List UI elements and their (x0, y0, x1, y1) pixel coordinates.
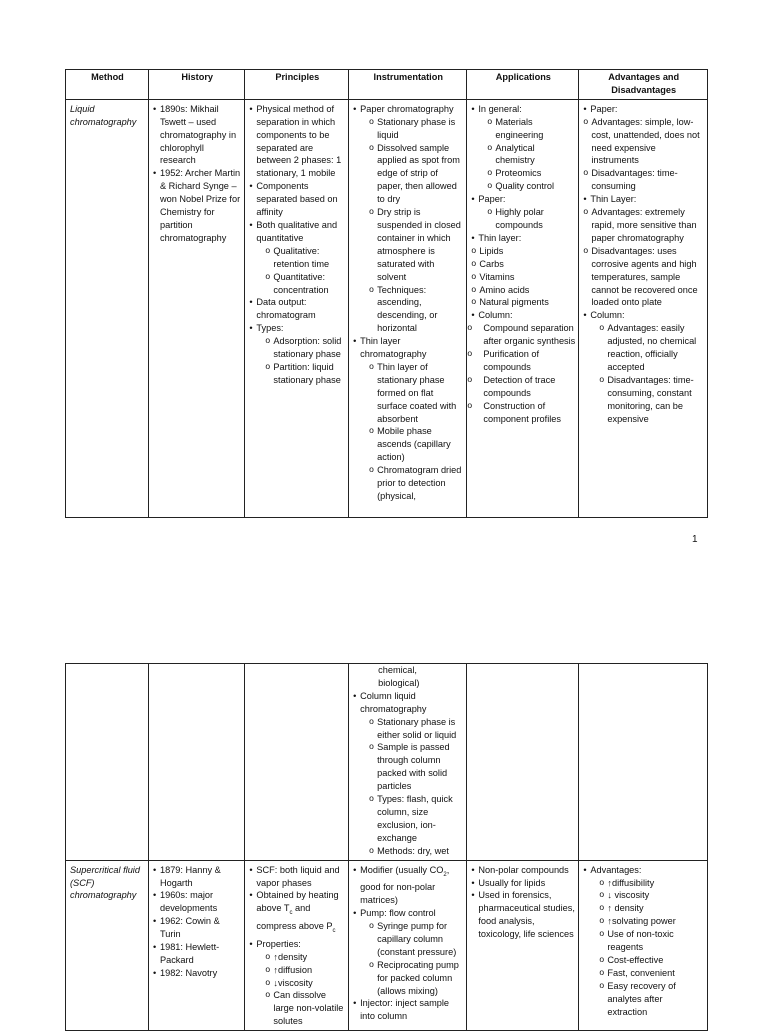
application-subitem: o Construction of component profiles (471, 400, 575, 426)
advantage-item (583, 309, 704, 425)
principle-subitem: o Can dissolve large non-volatile solutes (265, 989, 345, 1028)
advantage-item: • Thin Layer: (583, 193, 704, 206)
table-header-row (66, 70, 708, 100)
history-item: • 1890s: Mikhail Tswett – used chromatography in chlorophyll research (153, 103, 241, 168)
application-item: • Thin layer: (471, 232, 575, 245)
principles-cell (245, 860, 349, 1031)
history-item: • 1879: Hanny & Hogarth (153, 864, 241, 890)
method-cell (66, 664, 149, 861)
advantages-cell (579, 664, 708, 861)
application-subitem: o Detection of trace compounds (471, 374, 575, 400)
advantage-subitem: o Fast, convenient (599, 967, 704, 980)
advantage-text: Advantages: (590, 864, 642, 875)
application-subitem: o Vitamins (471, 271, 575, 284)
history-cell (148, 664, 244, 861)
application-subitem: o Amino acids (471, 284, 575, 297)
header-history: History (148, 70, 244, 100)
method-cell: Liquid chromatography (66, 99, 149, 517)
principle-item (249, 889, 345, 937)
advantage-subitem: o Disadvantages: uses corrosive agents and high temperatures, sample cannot be recovered once loaded onto plate (583, 245, 704, 310)
instrumentation-subitem: o Mobile phase ascends (capillary action) (369, 425, 463, 464)
instrumentation-subitem: o Types: flash, quick column, size exclusion, ion-exchange (369, 793, 463, 845)
instrumentation-text: Paper chromatography (360, 103, 454, 114)
instrumentation-item (353, 690, 463, 858)
advantage-subitem: o Advantages: simple, low-cost, unattended, does not need expensive instruments (583, 116, 704, 168)
application-item: • Non-polar compounds (471, 864, 575, 877)
table-row (66, 99, 708, 517)
advantage-subitem: o Advantages: extremely rapid, more sensitive than paper chromatography (583, 206, 704, 245)
principle-subitem: o Quantitative: concentration (265, 271, 345, 297)
application-subitem: o Natural pigments (471, 296, 575, 309)
advantage-subitem: o ↓ viscosity (599, 889, 704, 902)
applications-cell (467, 99, 579, 517)
instrumentation-text: Thin layer chromatography (360, 336, 427, 360)
advantage-subitem: o ↑ density (599, 902, 704, 915)
principle-item: • Physical method of separation in which components to be separated are between 2 phases: 1 stationary, 1 mobile (249, 103, 345, 180)
principles-cell (245, 99, 349, 517)
history-item: • 1952: Archer Martin & Richard Synge – won Nobel Prize for Chemistry for partition chromatography (153, 167, 241, 244)
header-principles: Principles (245, 70, 349, 100)
table-row (66, 860, 708, 1031)
continued-text: chemical, (378, 665, 417, 675)
application-text: In general: (478, 103, 522, 114)
principle-text: Obtained by heating above T (256, 890, 339, 914)
applications-cell (467, 664, 579, 861)
advantages-cell (579, 860, 708, 1031)
instrumentation-subitem: o Stationary phase is liquid (369, 116, 463, 142)
page-number: 1 (692, 534, 698, 545)
history-item: • 1981: Hewlett-Packard (153, 941, 241, 967)
application-subitem: o Carbs (471, 258, 575, 271)
method-cell: Supercritical fluid (SCF) chromatography (66, 860, 149, 1031)
principle-subitem: o ↓viscosity (265, 977, 345, 990)
instrumentation-subitem: o Syringe pump for capillary column (constant pressure) (369, 920, 463, 959)
instrumentation-item (353, 335, 463, 503)
instrumentation-item: • Injector: inject sample into column (353, 997, 463, 1023)
principle-item (249, 322, 345, 387)
advantage-item: • Paper: (583, 103, 704, 116)
principle-subitem: o Qualitative: retention time (265, 245, 345, 271)
instrumentation-text: Modifier (usually CO (360, 864, 444, 875)
history-item: • 1962: Cowin & Turin (153, 915, 241, 941)
instrumentation-subitem: o Sample is passed through column packed with solid particles (369, 741, 463, 793)
principle-subitem: o Partition: liquid stationary phase (265, 361, 345, 387)
principle-subitem: o Adsorption: solid stationary phase (265, 335, 345, 361)
application-subitem: o Proteomics (487, 167, 575, 180)
application-subitem: o Analytical chemistry (487, 142, 575, 168)
continued-text: biological) (378, 677, 420, 688)
principle-subitem: o ↑density (265, 951, 345, 964)
subscript: c (332, 927, 336, 934)
application-subitem: o Quality control (487, 180, 575, 193)
application-item: • Used in forensics, pharmaceutical studies, food analysis, toxicology, life sciences (471, 889, 575, 941)
instrumentation-item (353, 864, 463, 908)
header-method: Method (66, 70, 149, 100)
header-applications: Applications (467, 70, 579, 100)
advantage-subitem: o Cost-effective (599, 954, 704, 967)
application-text: Paper: (478, 194, 506, 205)
principle-item: • Components separated based on affinity (249, 180, 345, 219)
history-item: • 1960s: major developments (153, 889, 241, 915)
advantage-subitem: o Advantages: easily adjusted, no chemical reaction, officially accepted (599, 322, 704, 374)
application-item: • Usually for lipids (471, 877, 575, 890)
instrumentation-text: Column liquid chromatography (360, 690, 427, 714)
application-item (471, 193, 575, 232)
application-subitem: o Purification of compounds (471, 348, 575, 374)
advantage-item (583, 864, 704, 1019)
header-advantages: Advantages and Disadvantages (579, 70, 708, 100)
chromatography-table (65, 69, 708, 518)
application-subitem: o Lipids (471, 245, 575, 258)
history-item: • 1982: Navotry (153, 967, 241, 980)
advantage-text: Column: (590, 310, 625, 321)
document-page-2 (0, 560, 768, 1027)
instrumentation-subitem: o Reciprocating pump for packed column (allows mixing) (369, 959, 463, 998)
instrumentation-cell (349, 99, 467, 517)
advantage-subitem: o Easy recovery of analytes after extraction (599, 980, 704, 1019)
subscript: 2 (443, 871, 447, 878)
principles-cell (245, 664, 349, 861)
application-item: • Column: (471, 309, 575, 322)
advantage-subitem: o Use of non-toxic reagents (599, 928, 704, 954)
advantage-subitem: o ↑solvating power (599, 915, 704, 928)
instrumentation-text: , good for non-polar matrices) (360, 864, 450, 906)
application-subitem: o Materials engineering (487, 116, 575, 142)
instrumentation-subitem: o Dry strip is suspended in closed container in which atmosphere is saturated with solvent (369, 206, 463, 283)
advantage-subitem: o Disadvantages: time-consuming (583, 167, 704, 193)
principle-subitem: o ↑diffusion (265, 964, 345, 977)
advantages-cell (579, 99, 708, 517)
instrumentation-subitem: o Dissolved sample applied as spot from edge of strip of paper, then allowed to dry (369, 142, 463, 207)
instrumentation-subitem: o Methods: dry, wet (369, 845, 463, 858)
instrumentation-cell (349, 664, 467, 861)
instrumentation-cell (349, 860, 467, 1031)
instrumentation-text: Pump: flow control (360, 908, 436, 919)
instrumentation-subitem: o Chromatogram dried prior to detection (physical, (369, 464, 463, 503)
application-item (471, 103, 575, 193)
table-row (66, 664, 708, 861)
advantage-subitem: o ↑diffusibility (599, 877, 704, 890)
application-subitem: o Highly polar compounds (487, 206, 575, 232)
chromatography-table-continued (65, 663, 708, 1031)
principle-text: Properties: (256, 938, 301, 949)
history-cell (148, 99, 244, 517)
instrumentation-item (353, 907, 463, 997)
subscript: c (289, 910, 293, 917)
header-instrumentation: Instrumentation (349, 70, 467, 100)
principle-item (249, 938, 345, 1028)
principle-item: • Data output: chromatogram (249, 296, 345, 322)
instrumentation-item (353, 103, 463, 335)
advantage-subitem: o Disadvantages: time-consuming, constant monitoring, can be expensive (599, 374, 704, 426)
application-subitem: o Compound separation after organic synthesis (471, 322, 575, 348)
instrumentation-subitem: o Techniques: ascending, descending, or horizontal (369, 284, 463, 336)
principle-text: Both qualitative and quantitative (256, 219, 338, 243)
principle-item: • SCF: both liquid and vapor phases (249, 864, 345, 890)
history-cell (148, 860, 244, 1031)
instrumentation-subitem: o Thin layer of stationary phase formed on flat surface coated with absorbent (369, 361, 463, 426)
principle-item (249, 219, 345, 296)
applications-cell (467, 860, 579, 1031)
instrumentation-subitem: o Stationary phase is either solid or liquid (369, 716, 463, 742)
principle-text: and compress above P (256, 903, 333, 932)
principle-text: Types: (256, 323, 284, 334)
